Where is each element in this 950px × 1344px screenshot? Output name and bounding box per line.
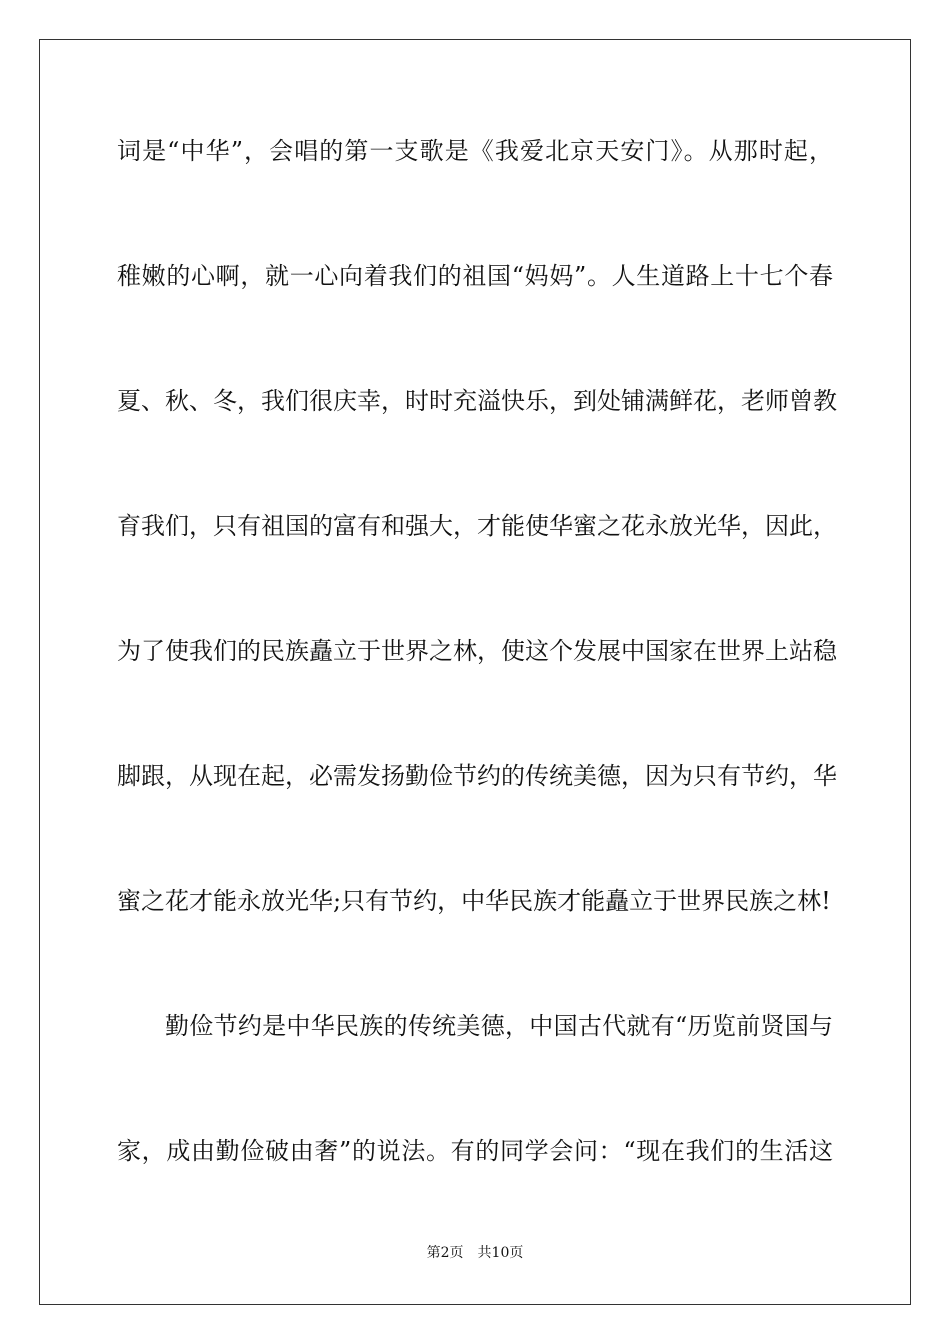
text-line-1: 词是“中华”，会唱的第一支歌是《我爱北京天安门》。从那时起， (117, 137, 833, 165)
page-total: 共10页 (477, 1245, 524, 1261)
text-line-3: 夏、秋、冬，我们很庆幸，时时充溢快乐，到处铺满鲜花，老师曾教 (117, 387, 837, 415)
text-line-5: 为了使我们的民族矗立于世界之林，使这个发展中国家在世界上站稳 (117, 637, 837, 665)
text-line-2: 稚嫩的心啊，就一心向着我们的祖国“妈妈”。人生道路上十七个春 (117, 262, 833, 290)
text-line-7: 蜜之花才能永放光华;只有节约，中华民族才能矗立于世界民族之林! (117, 887, 831, 915)
text-line-6: 脚跟，从现在起，必需发扬勤俭节约的传统美德，因为只有节约，华 (117, 762, 837, 790)
text-line-8: 勤俭节约是中华民族的传统美德，中国古代就有“历览前贤国与 (165, 1012, 833, 1040)
page-border (39, 39, 911, 1305)
text-line-9: 家，成由勤俭破由奢”的说法。有的同学会问：“现在我们的生活这 (117, 1137, 833, 1165)
page-footer (0, 1244, 950, 1262)
text-line-4: 育我们，只有祖国的富有和强大，才能使华蜜之花永放光华，因此， (117, 512, 837, 540)
page-number: 第2页 (426, 1245, 464, 1261)
